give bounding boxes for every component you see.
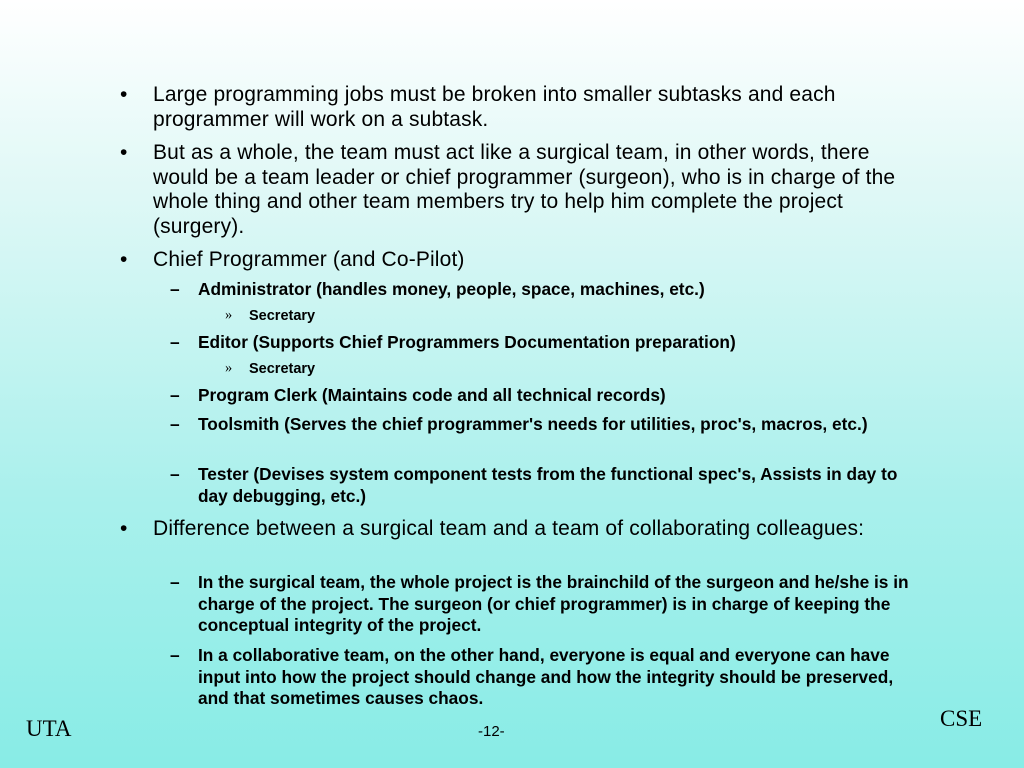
bullet-marker: • (120, 517, 128, 540)
bullet-surgical-team (120, 141, 913, 239)
subitem-surgical-team (170, 572, 918, 637)
dash-marker: – (170, 332, 180, 352)
subitem-text: In the surgical team, the whole project is the brainchild of the surgeon and he/she is in charge of the project. The surgeon (or chief programmer) is in charge of keeping the conceptual integrity of the project. (198, 572, 909, 635)
footer-department: CSE (940, 706, 983, 731)
dash-marker: – (170, 414, 180, 434)
dash-marker: – (170, 464, 180, 484)
subsubitem-text: Secretary (249, 308, 316, 324)
footer-organization: UTA (26, 716, 72, 741)
subitem-editor (170, 332, 918, 354)
subitem-collaborative-team (170, 645, 918, 710)
subitem-program-clerk (170, 385, 918, 407)
subitem-text: Administrator (handles money, people, space, machines, etc.) (198, 279, 705, 299)
bullet-text: But as a whole, the team must act like a surgical team, in other words, there would be a team leader or chief programmer (surgeon), who is in charge of the whole thing and other team members try to help him complete the project (surgery). (153, 141, 896, 238)
bullet-text: Large programming jobs must be broken into smaller subtasks and each programmer will work on a subtask. (153, 83, 836, 131)
subitem-text: Tester (Devises system component tests from the functional spec's, Assists in day to day debugging, etc.) (198, 464, 898, 506)
subitem-text: In a collaborative team, on the other hand, everyone is equal and everyone can have input into how the project should change and how the integrity should be preserved, and that sometimes causes chaos. (198, 645, 894, 708)
subitem-administrator (170, 279, 918, 301)
page-number: -12- (478, 723, 505, 740)
chevron-marker: » (225, 307, 233, 323)
subitem-text: Toolsmith (Serves the chief programmer's needs for utilities, proc's, macros, etc.) (198, 414, 868, 434)
dash-marker: – (170, 572, 180, 592)
subsubitem-text: Secretary (249, 361, 316, 377)
bullet-marker: • (120, 83, 128, 106)
dash-marker: – (170, 645, 180, 665)
subsubitem-secretary-1 (225, 307, 649, 325)
dash-marker: – (170, 279, 180, 299)
bullet-marker: • (120, 248, 128, 271)
bullet-text: Difference between a surgical team and a team of collaborating colleagues: (153, 517, 865, 540)
bullet-text: Chief Programmer (and Co-Pilot) (153, 248, 465, 271)
subitem-toolsmith (170, 414, 918, 436)
subsubitem-secretary-2 (225, 360, 649, 378)
subitem-tester (170, 464, 918, 507)
dash-marker: – (170, 385, 180, 405)
bullet-marker: • (120, 141, 128, 164)
chevron-marker: » (225, 360, 233, 376)
bullet-large-jobs (120, 83, 913, 132)
subitem-text: Program Clerk (Maintains code and all technical records) (198, 385, 666, 405)
bullet-chief-programmer (120, 248, 913, 273)
subitem-text: Editor (Supports Chief Programmers Documentation preparation) (198, 332, 736, 352)
bullet-difference (120, 517, 913, 542)
